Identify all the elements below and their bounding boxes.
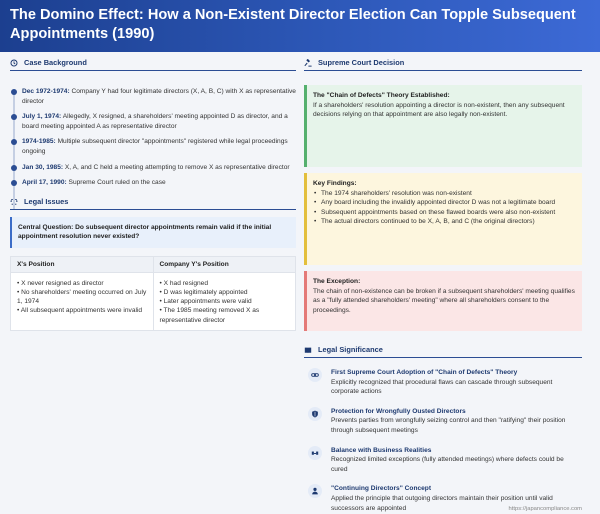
x-position-heading: X's Position — [11, 257, 153, 273]
list-item: • The 1985 meeting removed X as representative director — [159, 307, 260, 324]
page-header — [0, 0, 600, 52]
significance-title: Legal Significance — [318, 345, 383, 354]
timeline-dot — [11, 89, 17, 95]
book-icon — [304, 346, 312, 354]
significance-item-title: Protection for Wrongfully Ousted Directors — [331, 407, 466, 415]
significance-item-text: Prevents parties from wrongfully seizing control and then "ratifying" their position through subsequent meetings — [331, 417, 566, 434]
case-background-title: Case Background — [24, 58, 87, 67]
list-item: • Later appointments were valid — [159, 298, 252, 306]
established-heading: The "Chain of Defects" Theory Established: — [313, 92, 450, 99]
right-column — [304, 58, 582, 513]
findings-heading: Key Findings: — [313, 180, 357, 187]
y-position-list — [154, 273, 296, 330]
timeline-date: Jan 30, 1985: — [22, 163, 64, 171]
key-findings-box — [304, 173, 582, 265]
timeline-dot — [11, 139, 17, 145]
significance-item-title: First Supreme Court Adoption of "Chain of Defects" Theory — [331, 369, 518, 376]
timeline-item — [22, 163, 296, 173]
legal-issues-title: Legal Issues — [24, 196, 69, 206]
timeline-dot — [11, 180, 17, 186]
page-title: The Domino Effect: How a Non-Existent Director Election Can Topple Subsequent Appointments (1990) — [10, 7, 576, 42]
list-item: • Any board including the invalidly appointed director D was not a legitimate board — [313, 198, 576, 208]
link-icon — [308, 368, 322, 382]
timeline-text: Allegedly, X resigned, a shareholders' meeting appointed D as director, and a board meeting appointed A as representative director — [22, 113, 288, 130]
y-position-column — [153, 257, 296, 330]
balance-icon — [308, 446, 322, 460]
significance-item-text: Explicitly recognized that procedural flaws can cascade through subsequent corporate actions — [331, 378, 553, 396]
timeline-text: Company Y had four legitimate directors (X, A, B, C) with X as representative director — [22, 88, 296, 105]
timeline-dot — [11, 114, 17, 120]
timeline-item — [22, 137, 296, 156]
history-icon — [10, 59, 18, 67]
exception-heading: The Exception: — [313, 278, 361, 285]
decision-title: Supreme Court Decision — [318, 58, 405, 67]
list-item: • The 1974 shareholders' resolution was non-existent — [313, 189, 576, 199]
source-url: https://japancompliance.com — [508, 506, 582, 512]
list-item: • No shareholders' meeting occurred on July 1, 1974 — [17, 288, 147, 306]
list-item: • D was legitimately appointed — [159, 288, 248, 296]
x-position-list — [11, 273, 153, 321]
gavel-icon — [304, 59, 312, 67]
chain-of-defects-box — [304, 85, 582, 167]
list-item: • All subsequent appointments were invalid — [17, 307, 143, 315]
timeline-date: July 1, 1974: — [22, 113, 62, 121]
significance-item-text: Recognized limited exceptions (fully attended meetings) where defects could be cured — [331, 456, 564, 473]
findings-list — [313, 189, 576, 227]
central-question: Central Question: Do subsequent director appointments remain valid if the initial appointment resolution never existed? — [10, 217, 296, 248]
timeline-item — [22, 87, 296, 106]
user-tie-icon — [308, 484, 322, 498]
list-item: • X had resigned — [159, 279, 208, 287]
shield-icon — [308, 407, 322, 421]
exception-text: The chain of non-existence can be broken if a subsequent shareholders' meeting qualifies as a "fully attended shareholders' meeting" where all shareholders consent to the proceedings. — [313, 287, 575, 314]
timeline-date: April 17, 1990: — [22, 179, 67, 187]
significance-item — [304, 446, 582, 475]
x-position-column — [11, 257, 153, 330]
timeline — [10, 71, 296, 188]
case-background-heading — [10, 58, 296, 71]
timeline-text: X, A, and C held a meeting attempting to remove X as representative director — [63, 163, 290, 171]
list-item: • X never resigned as director — [17, 279, 104, 287]
timeline-date: Dec 1972-1974: — [22, 88, 70, 95]
timeline-item — [22, 112, 296, 131]
timeline-date: 1974-1985: — [22, 138, 56, 146]
y-position-heading: Company Y's Position — [154, 257, 296, 273]
timeline-text: Supreme Court ruled on the case — [66, 179, 166, 187]
legal-significance-heading — [304, 345, 582, 358]
left-column — [10, 58, 296, 331]
significance-item — [304, 407, 582, 436]
list-item: • The actual directors continued to be X, A, B, and C (the original directors) — [313, 217, 576, 227]
legal-issues-heading — [10, 197, 296, 210]
exception-box — [304, 271, 582, 331]
timeline-dot — [11, 165, 17, 171]
significance-item-text: Applied the principle that outgoing directors maintain their position until valid successors are appointed — [331, 494, 553, 512]
timeline-line — [13, 91, 15, 209]
significance-item — [304, 368, 582, 397]
timeline-text: Multiple subsequent director "appointments" registered while legal proceedings ongoing — [22, 138, 288, 155]
list-item: • Subsequent appointments based on these flawed boards were also non-existent — [313, 208, 576, 218]
established-text: If a shareholders' resolution appointing a director is non-existent, then any subsequent decisions relying on that appointment are also legally non-existent. — [313, 101, 565, 119]
timeline-item — [22, 178, 296, 188]
significance-item-title: Balance with Business Realities — [331, 446, 432, 454]
supreme-court-decision-heading — [304, 58, 582, 71]
significance-item-title: "Continuing Directors" Concept — [331, 485, 432, 493]
positions-table — [10, 256, 296, 331]
